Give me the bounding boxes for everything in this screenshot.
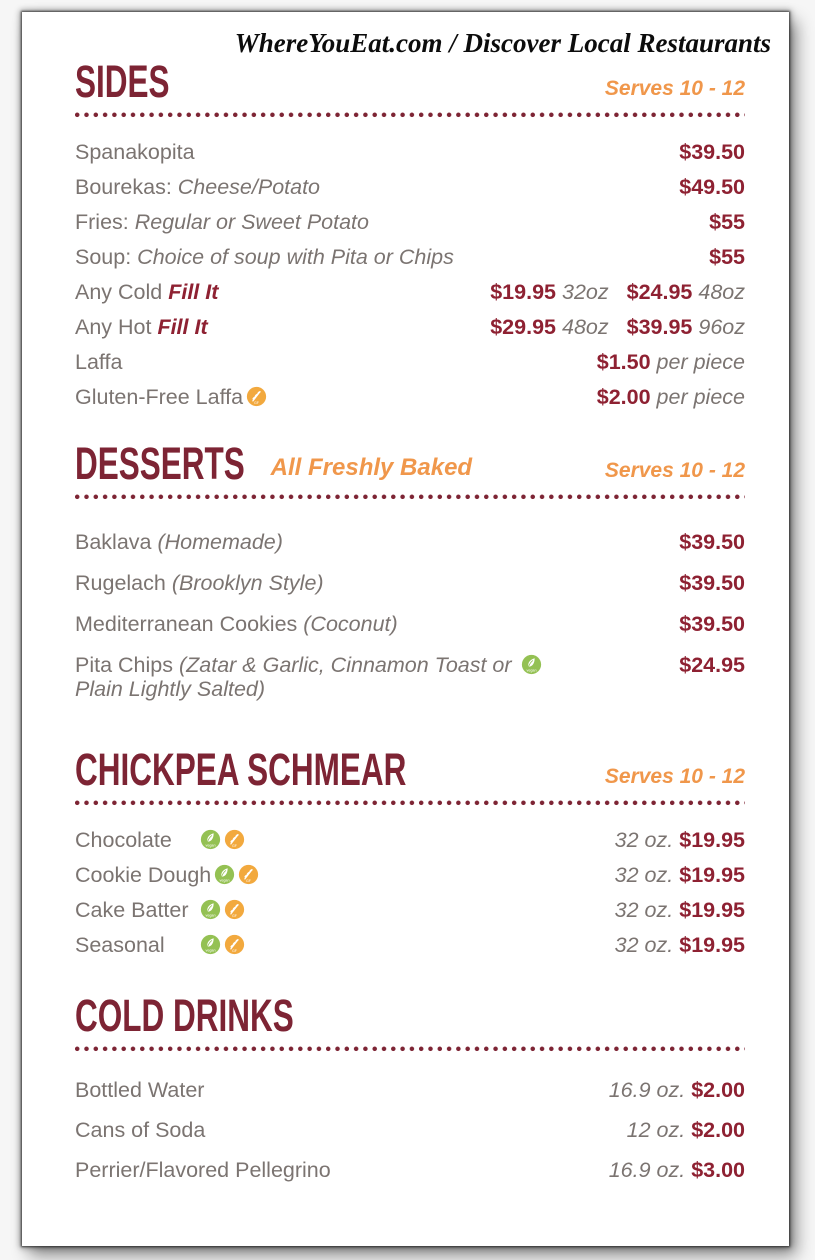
gluten-free-icon — [224, 934, 245, 955]
item-price: $29.95 — [490, 315, 556, 339]
section-serves: Serves 10 - 12 — [604, 77, 745, 100]
section-title: COLD DRINKS — [75, 990, 294, 1041]
size-note: 96oz — [698, 315, 745, 339]
item-name-text: Regular or Sweet Potato — [134, 210, 369, 234]
item-name-text: Cookie Dough — [75, 863, 212, 887]
item-price: $19.95 — [679, 933, 745, 957]
item-price-group — [679, 571, 745, 595]
item-name — [75, 653, 575, 701]
section-chickpea-schmear — [75, 744, 745, 957]
item-name — [75, 933, 245, 957]
item-price: $24.95 — [626, 280, 693, 304]
gluten-free-icon — [224, 829, 245, 850]
section-header — [75, 990, 745, 1041]
section-header — [75, 744, 745, 795]
svg-text:GF: GF — [246, 878, 252, 883]
item-price-group — [615, 863, 745, 887]
menu-item-row — [75, 828, 745, 852]
section-title: SIDES — [75, 56, 170, 107]
section-header — [75, 56, 745, 107]
size-note: 32 oz. — [614, 863, 674, 887]
menu-item-row — [75, 571, 745, 595]
item-name — [75, 828, 245, 852]
item-name-accent: Fill It — [157, 315, 208, 339]
svg-text:vegan: vegan — [205, 948, 216, 953]
item-name-text: Mediterranean Cookies — [75, 612, 304, 636]
item-price: $24.95 — [679, 653, 745, 677]
item-name-text: Rugelach — [75, 571, 172, 595]
item-price: $2.00 — [691, 1118, 745, 1142]
item-list — [75, 140, 745, 409]
item-price: $39.95 — [626, 315, 693, 339]
menu-item-row — [75, 1078, 745, 1102]
section-note: All Freshly Baked — [270, 454, 473, 481]
gluten-free-icon — [224, 899, 245, 920]
item-price-group — [709, 210, 745, 234]
item-price-group — [679, 653, 745, 677]
item-name-text: (Zatar & Garlic, Cinnamon Toast or — [178, 653, 518, 677]
item-name — [75, 863, 259, 887]
size-note: 12 oz. — [626, 1118, 686, 1142]
item-name — [75, 210, 369, 234]
section-serves: Serves 10 - 12 — [604, 459, 745, 482]
item-price-group — [615, 898, 745, 922]
menu-item-row — [75, 175, 745, 199]
item-price: $39.50 — [679, 612, 745, 636]
item-name-text: Cake Batter — [75, 898, 189, 922]
menu-item-row — [75, 315, 745, 339]
vegan-icon — [214, 864, 235, 885]
section-header — [75, 438, 745, 489]
vegan-icon — [200, 899, 221, 920]
item-price-group — [615, 828, 745, 852]
size-note: per piece — [656, 350, 745, 374]
menu-item-row — [75, 653, 745, 701]
item-name-text: (Homemade) — [157, 530, 283, 554]
menu-item-row — [75, 1158, 745, 1182]
item-price-group — [615, 933, 745, 957]
svg-text:GF: GF — [232, 913, 237, 918]
menu-item-row — [75, 898, 745, 922]
item-name — [75, 1078, 204, 1102]
size-note: 48oz — [561, 315, 609, 339]
item-price: $55 — [709, 245, 745, 269]
item-price: $19.95 — [679, 898, 745, 922]
item-price: $19.95 — [679, 863, 745, 887]
item-price-group — [679, 530, 745, 554]
menu-item-row — [75, 612, 745, 636]
item-name-text: Any Cold — [75, 280, 169, 304]
menu-item-row — [75, 385, 745, 409]
site-watermark: WhereYouEat.com / Discover Local Restaurants — [234, 28, 771, 58]
svg-text:GF: GF — [232, 948, 237, 953]
item-name-text: Chocolate — [75, 828, 172, 852]
section-sides — [75, 56, 745, 409]
item-name — [75, 175, 320, 199]
menu-item-row — [75, 530, 745, 554]
item-name-text: (Brooklyn Style) — [171, 571, 324, 595]
item-price: $19.95 — [490, 280, 556, 304]
item-price-group — [627, 1118, 745, 1142]
section-cold-drinks — [75, 990, 745, 1182]
vegan-icon — [521, 654, 542, 675]
item-list — [75, 1078, 745, 1182]
item-price: $39.50 — [679, 530, 745, 554]
section-desserts — [75, 438, 745, 701]
item-name — [75, 140, 195, 164]
item-price-group — [679, 612, 745, 636]
item-name-text: Plain Lightly Salted) — [75, 677, 266, 701]
item-name — [75, 350, 122, 374]
dotted-divider — [75, 1046, 745, 1052]
menu-item-row — [75, 350, 745, 374]
item-price-group — [490, 280, 745, 304]
dotted-divider — [75, 494, 745, 500]
item-name-accent: Fill It — [168, 280, 219, 304]
item-name-text: Laffa — [75, 350, 123, 374]
item-name — [75, 315, 208, 339]
menu-page — [22, 12, 789, 1246]
menu-item-row — [75, 245, 745, 269]
item-name-text: Perrier/Flavored Pellegrino — [75, 1158, 331, 1182]
svg-text:GF: GF — [232, 843, 237, 848]
item-price-group — [490, 315, 745, 339]
item-name-text: Seasonal — [75, 933, 165, 957]
menu-body — [75, 56, 745, 1182]
menu-item-row — [75, 210, 745, 234]
item-name-text: Soup: — [75, 245, 138, 269]
dotted-divider — [75, 112, 745, 118]
item-price-group — [597, 350, 745, 374]
item-name — [75, 280, 218, 304]
item-price: $3.00 — [691, 1158, 745, 1182]
item-price: $19.95 — [679, 828, 745, 852]
item-name — [75, 385, 267, 409]
item-price: $55 — [709, 210, 745, 234]
item-name-text: Choice of soup with Pita or Chips — [137, 245, 454, 269]
vegan-icon — [200, 934, 221, 955]
size-note: 48oz — [698, 280, 745, 304]
item-list — [75, 828, 745, 957]
size-note: 32 oz. — [614, 898, 674, 922]
item-name-text: Cheese/Potato — [177, 175, 321, 199]
section-serves: Serves 10 - 12 — [604, 765, 745, 788]
size-note: 32 oz. — [614, 828, 674, 852]
item-price: $39.50 — [679, 140, 745, 164]
svg-text:vegan: vegan — [526, 668, 537, 673]
size-note: 32 oz. — [614, 933, 674, 957]
item-price: $2.00 — [596, 385, 651, 409]
item-name-text: Gluten-Free Laffa — [75, 385, 244, 409]
item-name-text: Spanakopita — [75, 140, 195, 164]
size-note: 16.9 oz. — [608, 1158, 686, 1182]
item-price-group — [609, 1078, 745, 1102]
item-name — [75, 245, 454, 269]
size-note: 16.9 oz. — [608, 1078, 686, 1102]
item-price-group — [709, 245, 745, 269]
svg-text:GF: GF — [254, 400, 260, 405]
menu-item-row — [75, 140, 745, 164]
item-name-text: Bourekas: — [75, 175, 178, 199]
item-price: $49.50 — [679, 175, 745, 199]
item-price-group — [597, 385, 745, 409]
svg-text:vegan: vegan — [205, 843, 216, 848]
size-note: per piece — [656, 385, 745, 409]
item-name — [75, 1158, 331, 1182]
item-price: $1.50 — [596, 350, 651, 374]
svg-text:vegan: vegan — [219, 878, 230, 883]
item-price-group — [609, 1158, 745, 1182]
svg-text:vegan: vegan — [205, 913, 216, 918]
item-name — [75, 571, 324, 595]
dotted-divider — [75, 800, 745, 806]
vegan-icon — [200, 829, 221, 850]
menu-item-row — [75, 863, 745, 887]
item-name-text: Baklava — [75, 530, 158, 554]
item-name-text: Any Hot — [75, 315, 158, 339]
item-list — [75, 530, 745, 701]
size-note: 32oz — [561, 280, 609, 304]
item-name — [75, 1118, 205, 1142]
item-name — [75, 530, 283, 554]
item-price-group — [679, 175, 745, 199]
section-title: DESSERTS — [75, 438, 245, 489]
item-name — [75, 612, 398, 636]
item-name — [75, 898, 245, 922]
item-name-text: Cans of Soda — [75, 1118, 206, 1142]
menu-item-row — [75, 1118, 745, 1142]
menu-item-row — [75, 280, 745, 304]
item-name-text: (Coconut) — [303, 612, 398, 636]
section-title: CHICKPEA SCHMEAR — [75, 744, 407, 795]
gluten-free-icon — [238, 864, 259, 885]
item-price: $39.50 — [679, 571, 745, 595]
item-price: $2.00 — [691, 1078, 745, 1102]
item-name-text: Bottled Water — [75, 1078, 205, 1102]
gluten-free-icon — [246, 386, 267, 407]
item-price-group — [679, 140, 745, 164]
item-name-text: Pita Chips — [75, 653, 179, 677]
menu-item-row — [75, 933, 745, 957]
item-name-text: Fries: — [75, 210, 135, 234]
